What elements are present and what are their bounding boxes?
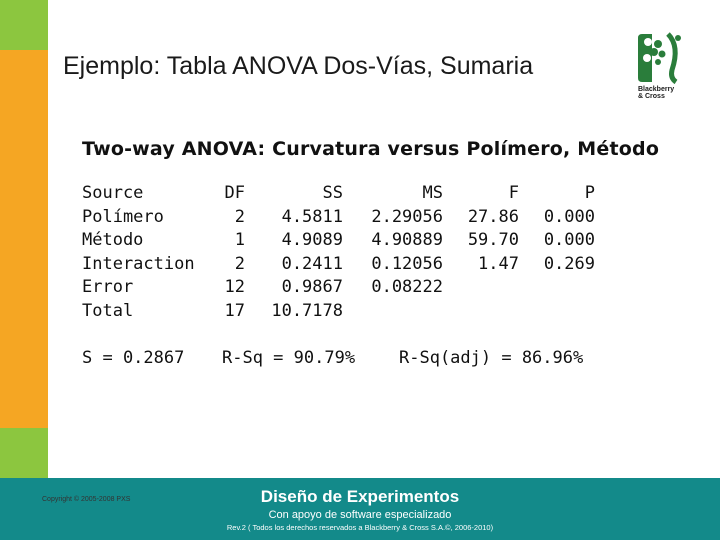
slide-title: Ejemplo: Tabla ANOVA Dos-Vías, Sumaria <box>63 52 534 80</box>
anova-table <box>82 182 659 371</box>
anova-cell: 0.2411 <box>281 253 343 274</box>
summary-s: S = 0.2867 <box>82 348 185 368</box>
anova-cell: 4.90889 <box>371 230 443 250</box>
summary-rsq-adj: R-Sq(adj) = 86.96% <box>399 348 584 368</box>
logo-text: Blackberry & Cross <box>638 86 675 100</box>
left-bar-bottom-green <box>0 428 48 478</box>
anova-row <box>82 229 659 253</box>
anova-cell: 0.269 <box>543 253 595 274</box>
anova-cell: 1 <box>234 230 245 250</box>
spacer <box>82 323 659 347</box>
anova-cell: MS <box>422 183 443 203</box>
left-bar-top-green <box>0 0 48 50</box>
anova-row <box>82 206 659 230</box>
anova-header-row <box>82 182 659 206</box>
footer-rights: Rev.2 ( Todos los derechos reservados a Blackberry & Cross S.A.©, 2006-2010) <box>226 523 494 532</box>
anova-cell: Interaction <box>82 253 195 274</box>
anova-cell: Source <box>82 183 144 203</box>
anova-cell: 27.86 <box>467 206 519 227</box>
anova-cell: 0.12056 <box>371 253 443 274</box>
anova-cell: Polímero <box>82 206 164 227</box>
footer-subtitle: Con apoyo de software especializado <box>268 509 452 521</box>
anova-cell: 59.70 <box>467 230 519 250</box>
anova-cell: 2 <box>234 253 245 274</box>
blackberry-logo-icon <box>632 30 688 86</box>
copyright-text: Copyright © 2005-2008 PXS <box>42 496 131 503</box>
anova-cell: 17 <box>224 300 245 321</box>
anova-title: Two-way ANOVA: Curvatura versus Polímero, Método <box>82 138 660 160</box>
footer <box>0 478 720 540</box>
anova-cell: Método <box>82 230 144 250</box>
anova-cell: Error <box>82 277 134 297</box>
anova-cell: 0.9867 <box>281 277 343 297</box>
anova-cell: P <box>584 183 595 203</box>
anova-cell: 0.000 <box>543 206 595 227</box>
anova-cell: 1.47 <box>478 253 519 274</box>
anova-output <box>82 138 659 371</box>
anova-cell: 0.08222 <box>371 277 443 297</box>
anova-cell: 12 <box>224 277 245 297</box>
anova-cell: 0.000 <box>543 230 595 250</box>
anova-cell: Total <box>82 300 134 321</box>
footer-title: Diseño de Experimentos <box>260 487 460 506</box>
left-accent-bar <box>0 0 48 478</box>
anova-row <box>82 300 659 324</box>
anova-cell: DF <box>224 183 245 203</box>
anova-cell: 10.7178 <box>271 300 343 321</box>
anova-cell: 2.29056 <box>371 206 443 227</box>
anova-row <box>82 253 659 277</box>
summary-rsq: R-Sq = 90.79% <box>222 348 356 368</box>
anova-summary-row <box>82 347 659 371</box>
anova-cell: 4.9089 <box>281 230 343 250</box>
anova-cell: SS <box>322 183 343 203</box>
anova-cell: 4.5811 <box>281 206 343 227</box>
anova-cell: F <box>508 183 519 203</box>
anova-row <box>82 276 659 300</box>
anova-cell: 2 <box>234 206 245 227</box>
company-logo <box>632 30 688 102</box>
